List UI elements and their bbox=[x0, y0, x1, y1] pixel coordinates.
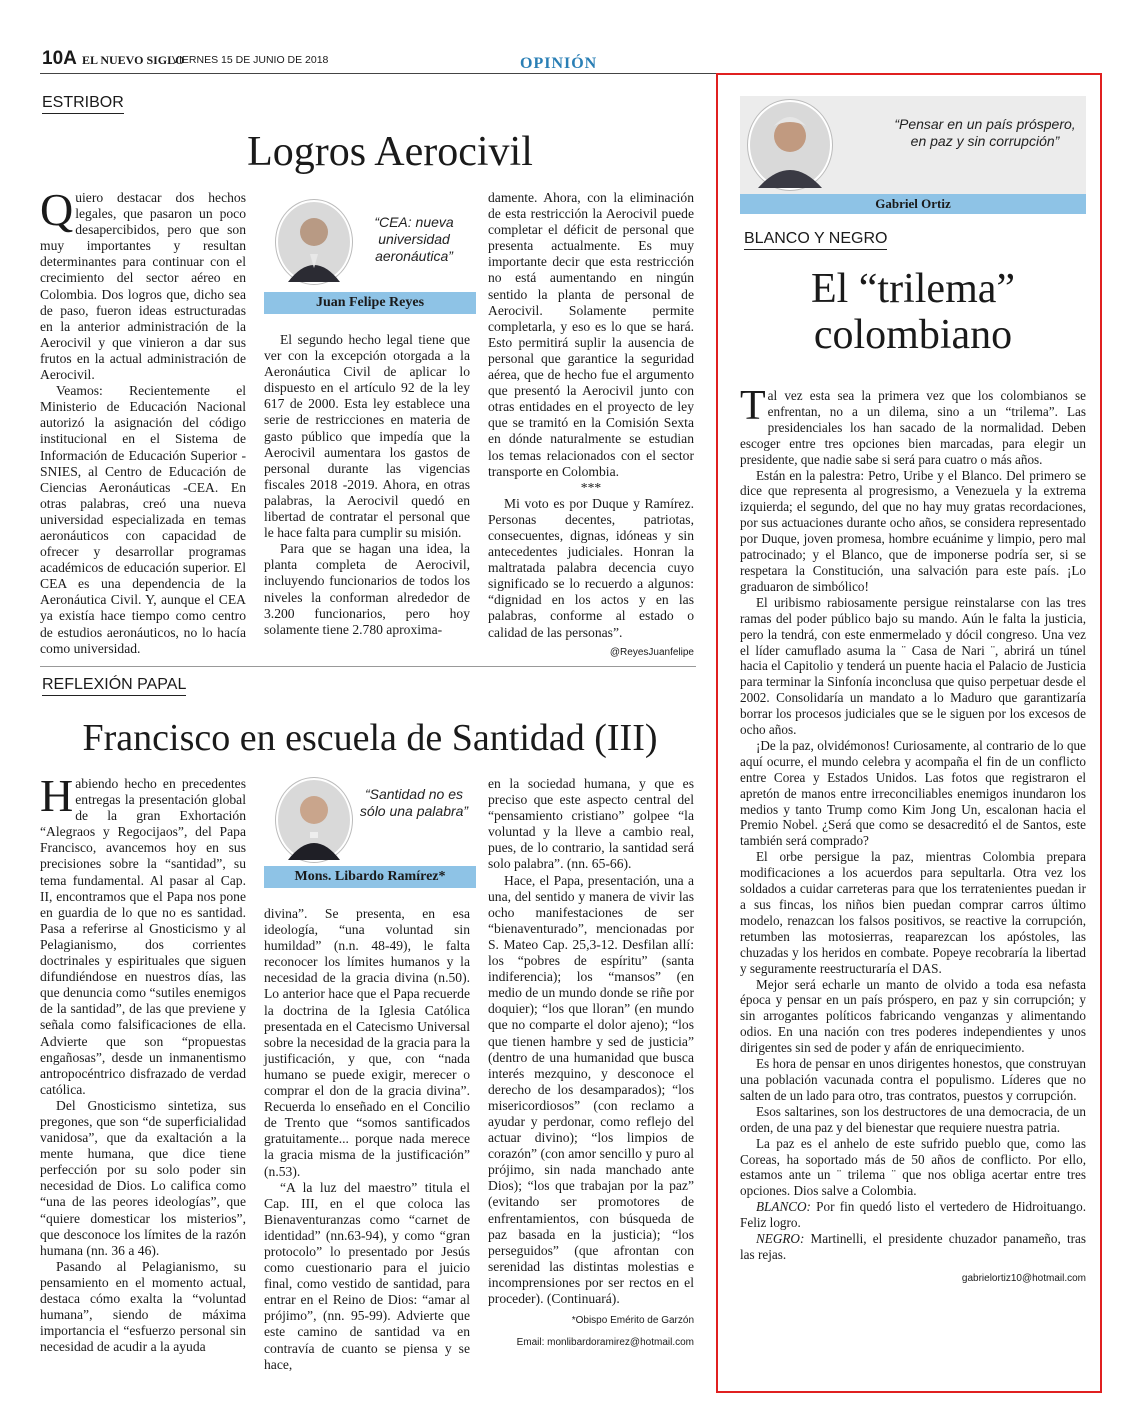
article1-author-box bbox=[264, 200, 476, 316]
article3-author-name: Gabriel Ortiz bbox=[740, 194, 1086, 214]
article1-paragraph: Para que se hagan una idea, la planta completa de Aerocivil, incluyendo funcionarios de todos los niveles la conforman alrededor de 3.200 funcionarios, pero hoy solamente tiene 2.780 aproxima- bbox=[264, 541, 470, 637]
author-photo-ortiz bbox=[748, 100, 832, 190]
article3-author-quote: “Pensar en un país próspero, en paz y sin corrupción” bbox=[894, 116, 1076, 149]
page-number: 10A bbox=[42, 48, 77, 69]
article3-kicker: BLANCO Y NEGRO bbox=[744, 230, 887, 250]
negro-note bbox=[740, 1231, 1086, 1263]
article3-body bbox=[740, 383, 1086, 1348]
article1-signature: @ReyesJuanfelipe bbox=[609, 646, 694, 658]
article1-paragraph: Veamos: Recientemente el Ministerio de Educación Nacional autorizó la asignación del código institucional en el Sistema de Información de Educación Superior -SNIES, al Centro de Educación de Ciencias Aeronáuticas -CEA. En otras palabras, creó una nueva universidad especializada en temas aeronáuticos con capacidad de ofrecer y desarrollar programas académicos de educación superior. El CEA es una dependencia de la Aeronáutica Civil. Y, aunque el CEA ya existía hace tiempo como centro de estudios aeronáuticos, no lo hacía como universidad. bbox=[40, 383, 246, 656]
article2-column-2 bbox=[264, 906, 470, 1378]
article2-dropcap: H bbox=[40, 770, 74, 821]
article3-paragraph: El uribismo rabiosamente persigue reinstalarse con las tres ramas del poder público bajo su mando. Aún le falta la justicia, pero la tendrá, con este enmermelado y dócil congreso. Una vez el líder camuflado asuma la ¨ Casa de Nari ¨, abrirá un túnel hacia el Capitolio y tenderá un puente hacia el Palacio de Justicia para terminar la Sinfonía inconclusa que quiso perpetuar desde el 2002. Consolidaría un mandato a lo Maduro que garantizaría borrar los procesos judiciales que se le siguen por los excesos de ocho años. bbox=[740, 594, 1086, 738]
article3-paragraph: Están en la palestra: Petro, Uribe y el Blanco. Del primero se dice que representa al progresismo, a Venezuela y la extrema izquierda; el segundo, del que no hay muy gratas recordaciones, por sus actuaciones durante ocho años, se considera representado por Duque, joven promesa, hombre ecuánime y limpio, pero mal patrocinado; y el Blanco, que de imponerse podría ser, si se respetara la Constitución, una salvación para este país. ¡Lo graduaron de simbólico! bbox=[740, 467, 1086, 594]
article2-paragraph: “A la luz del maestro” titula el Cap. III, en el que coloca las Bienaventuranzas como “carnet de identidad” (nn.63-94), y como “gran protocolo” lo presentado por Jesús como cuestionario para el juicio final, como vestido de santidad, para entrar en el Reino de Dios: “amar al prójimo”, (nn. 95-99). Advierte que este camino de santidad va en contravía de cuanto se piensa y se hace, bbox=[264, 1179, 470, 1372]
article2-author-box bbox=[264, 778, 476, 890]
article3-paragraph: El orbe persigue la paz, mientras Colombia prepara modificaciones a los acuerdos para sepultarla. Otra vez los soldados a cuidar carreteras para que los terratenientes puedan ir a sus fincas, los niños bien puedan comprar carros último modelo, renazcan los falsos positivos, se reactive la corrupción, retumben las motosierras, reaparezcan los apóstoles, las chuzadas y los heridos en combate. Popeye recobraría la libertad y seguramente reestructuraría el DAS. bbox=[740, 849, 1086, 976]
article1-author-quote: “CEA: nueva universidad aeronáutica” bbox=[374, 214, 454, 264]
newspaper-name: EL NUEVO SIGLO bbox=[82, 53, 185, 67]
article3-email: gabrielortiz10@hotmail.com bbox=[961, 1272, 1086, 1284]
article2-author-name: Mons. Libardo Ramírez* bbox=[264, 866, 476, 888]
article3-author-box bbox=[740, 96, 1086, 216]
article2-paragraph: en la sociedad humana, y que es preciso que este aspecto central del “pensamiento cristiano” golpee “la voluntad y la lleve a cambio real, pues, de lo contrario, la santidad será solo palabra”. (nn. 65-66). bbox=[488, 776, 694, 872]
negro-label: NEGRO: bbox=[756, 1231, 805, 1247]
article1-headline: Logros Aerocivil bbox=[247, 129, 533, 175]
blanco-note bbox=[740, 1199, 1086, 1231]
article3-paragraph: Es hora de pensar en unos dirigentes honestos, que construyan una población vacunada contra el populismo. Líderes que no salten de un lado para otro, tras contratos, puestos y corrupción. bbox=[740, 1056, 1086, 1103]
article1-dropcap: Q bbox=[40, 184, 74, 235]
article3-paragraph: Esos saltarines, son los destructores de una democracia, de un orden, de una paz y del bienestar que requiere nuestra patria. bbox=[740, 1103, 1086, 1135]
article-divider bbox=[40, 666, 696, 667]
article2-headline: Francisco en escuela de Santidad (III) bbox=[82, 717, 658, 759]
article1-author-name: Juan Felipe Reyes bbox=[264, 292, 476, 314]
article2-kicker: REFLEXIÓN PAPAL bbox=[42, 676, 186, 696]
issue-date: VIERNES 15 DE JUNIO DE 2018 bbox=[172, 54, 329, 66]
article2-email: Email: monlibardoramirez@hotmail.com bbox=[516, 1337, 694, 1349]
negro-text: Martinelli, el presidente chuzador panameño, tras las rejas. bbox=[740, 1231, 1086, 1262]
blanco-text: Por fin quedó listo el vertedero de Hidroituango. Feliz logro. bbox=[740, 1199, 1086, 1231]
article2-column-3 bbox=[488, 776, 694, 1380]
article1-paragraph: Mi voto es por Duque y Ramírez. Personas decentes, patriotas, consecuentes, dignas, idóneas y sin antecedentes judiciales. Honran la maltratada palabra decencia cuyo significado se lo recuerdo a algunos: “dignidad en los actos y en las palabras, conforme al estado o calidad de las personas”. bbox=[488, 495, 694, 640]
article3-paragraph: Mejor será echarle un manto de olvido a toda esa nefasta época y pensar en un país próspero, en paz y sin corrupción; y sin arrogantes políticos fabricando venganzas y alimentando odios. En una nación con tres poderes independientes y unos dirigentes sin sed de poder y afán de enriquecimiento. bbox=[740, 976, 1086, 1056]
article2-footnote: *Obispo Emérito de Garzón bbox=[571, 1315, 694, 1327]
article2-paragraph: Pasando al Pelagianismo, su pensamiento en el momento actual, destaca cómo exalta la “voluntad humana”, siendo de máxima importancia el “esfuerzo personal sin necesidad de acudir a la ayuda bbox=[40, 1258, 246, 1355]
article2-paragraph: abiendo hecho en precedentes entregas la presentación global de la gran Exhortación “Alegraos y Regocijaos”, del Papa Francisco, avancemos hoy en sus precisiones sobre la “santidad”, su tema fundamental. Al pasar al Cap. II, encontramos que el Papa nos pone en guardia de lo que no es santidad. Pasa a referirse al Gnosticismo y al Pelagianismo, dos corrientes doctrinales y espirituales que siguen difundiéndose en nuestros días, las que denuncia como “sutiles enemigos de la santidad”, de las que previene y señala como falsificaciones de ella. Advierte que son “propuestas engañosas”, desde un inmanentismo antropocéntrico disfrazado de verdad católica. bbox=[40, 776, 246, 1097]
separator-stars: *** bbox=[580, 479, 602, 495]
article2-paragraph: divina”. Se presenta, en esa ideología, “una voluntad sin humildad” (n.n. 48-49), le falta reconocer los límites humanos y la necesidad de la gracia divina (n.50). Lo anterior hace que el Papa recuerde la doctrina de la Iglesia Católica presentada en el Catecismo Universal sobre la necesidad de la gracia para la justificación, y que, con “nada humano se puede exigir, merecer o comprar el don de la gracia divina”. Recuerda lo enseñado en el Concilio de Trento que “somos santificados gratuitamente... porque nada merece la gracia misma de la justificación” (n.53). bbox=[264, 906, 470, 1179]
article3-headline-line2: colombiano bbox=[813, 312, 1013, 358]
article1-column-3 bbox=[488, 190, 694, 658]
article3-headline-line1: El “trilema” bbox=[810, 266, 1016, 312]
article1-column-1 bbox=[40, 184, 246, 656]
article2-paragraph: Del Gnosticismo sintetiza, sus pregones, que son “de superficialidad vanidosa”, que da exaltación a la mente humana, que dice tiene perfección por su solo poder sin necesidad de Dios. Lo califica como “una de las peores ideologías”, que “quiere domesticar los misterios”, que desconoce los límites de la razón humana (nn. 36 a 46). bbox=[40, 1097, 246, 1258]
article2-paragraph: Hace, el Papa, presentación, una a una, del sentido y manera de vivir las ocho manifestaciones de ser “bienaventurado”, mencionadas por S. Mateo Cap. 25,3-12. Desfilan allí: los “pobres de espíritu” (santa indiferencia); los “mansos” (en medio de un mundo donde se riñe por doquier); “los que lloran” (en mundo que no comparte el dolor ajeno); “los que tienen hambre y sed de justicia” (dentro de una humanidad que busca interés mezquino, y desconoce el derecho de los desamparados); “los misericordiosos” (con reclamo a ayudar y perdonar, como reflejo del actuar divino); “los limpios de corazón” (con amor sencillo y puro al prójimo, sin nada manchado ante Dios); “los que trabajan por la paz” (evitando ser promotores de enfrentamientos, con búsqueda de paz basada en la justicia); “los perseguidos” (que afrontan con serenidad las distintas molestias e incomprensiones por ser rectos en el proceder). (Continuará). bbox=[488, 872, 694, 1306]
article1-kicker: ESTRIBOR bbox=[42, 94, 124, 114]
blanco-label: BLANCO: bbox=[756, 1199, 811, 1215]
article1-paragraph: El segundo hecho legal tiene que ver con la excepción otorgada a la Aeronáutica Civil de aplicar lo dispuesto en el artículo 92 de la ley 617 de 2000. Esta ley establece una serie de restricciones en materia de gasto público que impedía que la Aerocivil aumentara los gastos de personal durante las vigencias fiscales 2018 -2019. Ahora, en otras palabras, la Aerocivil quedó en libertad de contratar el personal que le hace falta para cumplir su misión. bbox=[264, 332, 470, 541]
article3-headline bbox=[740, 266, 1086, 358]
article3-paragraph: al vez esta sea la primera vez que los colombianos se enfrentan, no a un dilema, sino a un “trilema”. Las presidenciales los han sacado de la normalidad. Deben escoger entre tres opciones bien marcadas, para elegir un presidente, que nadie sabe si será para cuatro o más años. bbox=[740, 388, 1086, 467]
article1-paragraph: uiero destacar dos hechos legales, que pasaron un poco desapercibidos, pero que son muy importantes y resultan determinantes para continuar con el crecimiento del sector aéreo en Colombia. Dos logros que, dicho sea de paso, fueron ideas estructuradas en la anterior administración de la Aerocivil y que vinieron a dar sus frutos en la actual administración de Aerocivil. bbox=[40, 190, 246, 383]
article1-column-2 bbox=[264, 332, 470, 652]
article1-paragraph: damente. Ahora, con la eliminación de esta restricción la Aerocivil puede completar el déficit de personal que presenta actualmente. Es muy importante decir que esta restricción no está aumentando en ningún sentido la planta de personal de Aerocivil. Solamente permite completarla, y eso es lo que se hará. Esto permitirá suplir la ausencia de personal que garantice la seguridad aérea, que de hecho fue el argumento que presentó la Aerocivil junto con otras entidades en el proyecto de ley que se tramitó en la Comisión Sexta en dónde naturalmente se estudian los temas relacionados con el sector transporte en Colombia. bbox=[488, 190, 694, 479]
article3-paragraph: ¡De la paz, olvidémonos! Curiosamente, al contrario de lo que aquí ocurre, el mundo celebra y acompaña el fin de un conflicto entre Corea y Estados Unidos. Las fotos que registraron el apretón de manos entre irreconciliables enemigos inundaron los medios y tanto Trump como Kim Jong Un, escalonan hacia el Premio Nobel. ¿Será que como se desacreditó el de Santos, este también será comprado? bbox=[740, 737, 1086, 849]
article3-paragraph: La paz es el anhelo de este sufrido pueblo que, como las Coreas, ha soportado más de 50 años de conflicto. Por ello, estamos ante un ¨ trilema ¨ que nos obliga acertar entre tres opciones. Dios salve a Colombia. bbox=[740, 1135, 1086, 1199]
article3-dropcap: T bbox=[740, 383, 766, 429]
author-photo-ramirez bbox=[276, 778, 352, 862]
article2-column-1 bbox=[40, 770, 246, 1376]
section-title: OPINIÓN bbox=[520, 55, 598, 72]
article2-author-quote: “Santidad no es sólo una palabra” bbox=[359, 786, 469, 819]
author-photo-reyes bbox=[276, 200, 352, 284]
